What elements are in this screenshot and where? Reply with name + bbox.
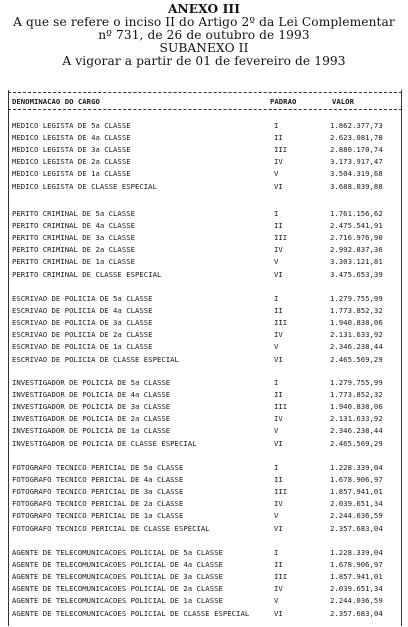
table-row bbox=[12, 244, 398, 255]
cell-cargo: FOTOGRAFO TECNICO PERICIAL DE 5a CLASSE bbox=[12, 463, 184, 472]
table-row bbox=[12, 571, 398, 582]
table-row bbox=[12, 220, 398, 231]
cell-valor: 2.244.036,59 bbox=[330, 596, 383, 606]
cell-cargo: PERITO CRIMINAL DE 5a CLASSE bbox=[12, 209, 136, 218]
cell-valor: 3.688.039,88 bbox=[330, 181, 383, 191]
cell-cargo: AGENTE DE TELECOMUNICACOES POLICIAL DE 4a CLASSE bbox=[12, 560, 223, 570]
document-header bbox=[0, 3, 408, 68]
cell-valor: 2.346.238,44 bbox=[330, 426, 383, 436]
cell-valor: 1.678.906,97 bbox=[330, 560, 383, 570]
cell-padrao: II bbox=[274, 390, 283, 400]
cell-cargo: MEDICO LEGISTA DE 1a CLASSE bbox=[12, 169, 131, 179]
cell-padrao: IV bbox=[274, 414, 283, 424]
table-row bbox=[12, 232, 398, 243]
cell-valor: 2.039.651,34 bbox=[330, 584, 383, 594]
cell-valor: 2.131.633,92 bbox=[330, 414, 383, 424]
cell-cargo: MEDICO LEGISTA DE CLASSE ESPECIAL bbox=[12, 181, 157, 191]
cell-padrao: I bbox=[274, 548, 279, 557]
table-row bbox=[12, 120, 398, 131]
cell-valor: 2.716.976,90 bbox=[330, 233, 383, 243]
table-top-rule bbox=[8, 92, 402, 93]
cell-padrao: I bbox=[274, 121, 279, 130]
table-row bbox=[12, 354, 398, 365]
cell-padrao: VI bbox=[274, 269, 283, 279]
cell-padrao: III bbox=[274, 145, 288, 155]
cell-padrao: V bbox=[274, 342, 279, 352]
cell-padrao: III bbox=[274, 487, 288, 497]
cell-valor: 1.857.941,01 bbox=[330, 572, 383, 582]
salary-table bbox=[8, 90, 402, 626]
column-header-padrao: PADRAO bbox=[270, 97, 297, 106]
table-row bbox=[12, 425, 398, 436]
cell-padrao: III bbox=[274, 233, 288, 243]
table-header-row bbox=[12, 96, 398, 107]
table-row bbox=[12, 293, 398, 304]
cell-valor: 2.346.238,44 bbox=[330, 342, 383, 352]
table-row bbox=[12, 474, 398, 485]
cell-cargo: FOTOGRAFO TECNICO PERICIAL DE 2a CLASSE bbox=[12, 499, 184, 509]
cell-valor: 3.173.917,47 bbox=[330, 157, 383, 167]
cell-padrao: I bbox=[274, 463, 279, 472]
cell-padrao: I bbox=[274, 294, 279, 303]
cell-padrao: VI bbox=[274, 438, 283, 448]
cell-cargo: AGENTE DE TELECOMUNICACOES POLICIAL DE 3a CLASSE bbox=[12, 572, 223, 582]
cell-valor: 2.880.170,74 bbox=[330, 145, 383, 155]
table-left-border bbox=[8, 90, 9, 626]
cell-cargo: PERITO CRIMINAL DE CLASSE ESPECIAL bbox=[12, 269, 162, 279]
cell-valor: 1.228.339,04 bbox=[330, 548, 383, 557]
cell-cargo: MEDICO LEGISTA DE 4a CLASSE bbox=[12, 133, 131, 143]
cell-cargo: PERITO CRIMINAL DE 4a CLASSE bbox=[12, 221, 136, 231]
cell-padrao: V bbox=[274, 169, 279, 179]
cell-valor: 1.773.852,32 bbox=[330, 390, 383, 400]
cell-padrao: IV bbox=[274, 245, 283, 255]
cell-cargo: PERITO CRIMINAL DE 3a CLASSE bbox=[12, 233, 136, 243]
cell-valor: 1.773.852,32 bbox=[330, 306, 383, 316]
cell-valor: 1.862.377,73 bbox=[330, 121, 383, 130]
cell-cargo: PERITO CRIMINAL DE 1a CLASSE bbox=[12, 257, 136, 267]
effective-date-note: A vigorar a partir de 01 de fevereiro de 1993 bbox=[62, 54, 346, 68]
table-row bbox=[12, 595, 398, 606]
annex-title: ANEXO III bbox=[168, 2, 240, 16]
table-row bbox=[12, 401, 398, 412]
cell-padrao: I bbox=[274, 209, 279, 218]
cell-cargo: FOTOGRAFO TECNICO PERICIAL DE 1a CLASSE bbox=[12, 511, 184, 521]
header-bottom-rule bbox=[8, 109, 402, 110]
table-row bbox=[12, 389, 398, 400]
cell-cargo: ESCRIVAO DE POLICIA DE 4a CLASSE bbox=[12, 306, 153, 316]
cell-padrao: IV bbox=[274, 584, 283, 594]
table-row bbox=[12, 486, 398, 497]
cell-cargo: MEDICO LEGISTA DE 2a CLASSE bbox=[12, 157, 131, 167]
cell-cargo: AGENTE DE TELECOMUNICACOES POLICIAL DE 2a CLASSE bbox=[12, 584, 223, 594]
cell-padrao: I bbox=[274, 378, 279, 387]
table-row bbox=[12, 413, 398, 424]
table-row bbox=[12, 523, 398, 534]
cell-cargo: FOTOGRAFO TECNICO PERICIAL DE 4a CLASSE bbox=[12, 475, 184, 485]
cell-cargo: INVESTIGADOR DE POLICIA DE 3a CLASSE bbox=[12, 402, 171, 412]
cell-padrao: II bbox=[274, 475, 283, 485]
cell-padrao: VI bbox=[274, 523, 283, 533]
cell-cargo: INVESTIGADOR DE POLICIA DE 5a CLASSE bbox=[12, 378, 171, 387]
cell-valor: 2.357.683,04 bbox=[330, 608, 383, 618]
table-row bbox=[12, 168, 398, 179]
cell-padrao: II bbox=[274, 560, 283, 570]
cell-valor: 1.940.838,06 bbox=[330, 318, 383, 328]
cell-valor: 2.475.541,91 bbox=[330, 221, 383, 231]
table-row bbox=[12, 498, 398, 509]
cell-padrao: V bbox=[274, 257, 279, 267]
table-row bbox=[12, 305, 398, 316]
cell-cargo: AGENTE DE TELECOMUNICACOES POLICIAL DE 1a CLASSE bbox=[12, 596, 223, 606]
cell-padrao: VI bbox=[274, 354, 283, 364]
cell-cargo: ESCRIVAO DE POLICIA DE CLASSE ESPECIAL bbox=[12, 354, 179, 364]
cell-valor: 1.279.755,99 bbox=[330, 378, 383, 387]
column-header-cargo: DENOMINACAO DO CARGO bbox=[12, 97, 100, 106]
table-row bbox=[12, 438, 398, 449]
table-row bbox=[12, 181, 398, 192]
cell-padrao: V bbox=[274, 511, 279, 521]
cell-valor: 1.228.339,04 bbox=[330, 463, 383, 472]
table-right-border bbox=[401, 90, 402, 626]
cell-valor: 2.131.633,92 bbox=[330, 330, 383, 340]
cell-padrao: II bbox=[274, 133, 283, 143]
cell-valor: 2.039.651,34 bbox=[330, 499, 383, 509]
table-row bbox=[12, 329, 398, 340]
annex-reference: A que se refere o inciso II do Artigo 2º da Lei Complementar bbox=[13, 15, 395, 29]
table-row bbox=[12, 608, 398, 619]
cell-padrao: V bbox=[274, 596, 279, 606]
table-row bbox=[12, 510, 398, 521]
cell-valor: 2.992.837,36 bbox=[330, 245, 383, 255]
cell-cargo: MEDICO LEGISTA DE 5a CLASSE bbox=[12, 121, 131, 130]
cell-valor: 3.504.319,68 bbox=[330, 169, 383, 179]
cell-cargo: PERITO CRIMINAL DE 2a CLASSE bbox=[12, 245, 136, 255]
annex-law-number: nº 731, de 26 de outubro de 1993 bbox=[98, 28, 310, 42]
cell-padrao: II bbox=[274, 306, 283, 316]
table-row bbox=[12, 256, 398, 267]
cell-padrao: II bbox=[274, 221, 283, 231]
cell-valor: 2.357.683,04 bbox=[330, 523, 383, 533]
cell-valor: 2.244.036,59 bbox=[330, 511, 383, 521]
cell-cargo: INVESTIGADOR DE POLICIA DE CLASSE ESPECIAL bbox=[12, 438, 197, 448]
table-row bbox=[12, 341, 398, 352]
cell-padrao: III bbox=[274, 402, 288, 412]
cell-padrao: V bbox=[274, 426, 279, 436]
cell-cargo: FOTOGRAFO TECNICO PERICIAL DE 3a CLASSE bbox=[12, 487, 184, 497]
table-row bbox=[12, 377, 398, 388]
cell-cargo: ESCRIVAO DE POLICIA DE 3a CLASSE bbox=[12, 318, 153, 328]
cell-padrao: IV bbox=[274, 157, 283, 167]
table-row bbox=[12, 559, 398, 570]
cell-cargo: ESCRIVAO DE POLICIA DE 1a CLASSE bbox=[12, 342, 153, 352]
table-row bbox=[12, 132, 398, 143]
cell-valor: 2.623.081,78 bbox=[330, 133, 383, 143]
cell-cargo: ESCRIVAO DE POLICIA DE 5a CLASSE bbox=[12, 294, 153, 303]
cell-cargo: MEDICO LEGISTA DE 3a CLASSE bbox=[12, 145, 131, 155]
cell-cargo: INVESTIGADOR DE POLICIA DE 2a CLASSE bbox=[12, 414, 171, 424]
cell-valor: 1.761.156,62 bbox=[330, 209, 383, 218]
table-row bbox=[12, 547, 398, 558]
cell-padrao: IV bbox=[274, 499, 283, 509]
subannex-title: SUBANEXO II bbox=[159, 41, 249, 55]
cell-cargo: ESCRIVAO DE POLICIA DE 2a CLASSE bbox=[12, 330, 153, 340]
table-row bbox=[12, 269, 398, 280]
cell-padrao: VI bbox=[274, 181, 283, 191]
cell-valor: 1.678.906,97 bbox=[330, 475, 383, 485]
table-row bbox=[12, 462, 398, 473]
cell-valor: 1.279.755,99 bbox=[330, 294, 383, 303]
cell-padrao: III bbox=[274, 572, 288, 582]
cell-valor: 1.940.838,06 bbox=[330, 402, 383, 412]
cell-cargo: AGENTE DE TELECOMUNICACOES POLICIAL DE CLASSE ESPECIAL bbox=[12, 608, 250, 618]
table-row bbox=[12, 583, 398, 594]
table-row bbox=[12, 144, 398, 155]
column-header-valor: VALOR bbox=[332, 97, 354, 106]
table-row bbox=[12, 317, 398, 328]
cell-cargo: FOTOGRAFO TECNICO PERICIAL DE CLASSE ESPECIAL bbox=[12, 523, 210, 533]
cell-valor: 2.465.569,29 bbox=[330, 354, 383, 364]
cell-padrao: III bbox=[274, 318, 288, 328]
cell-valor: 3.303.121,81 bbox=[330, 257, 383, 267]
table-row bbox=[12, 208, 398, 219]
cell-cargo: INVESTIGADOR DE POLICIA DE 1a CLASSE bbox=[12, 426, 171, 436]
cell-cargo: AGENTE DE TELECOMUNICACOES POLICIAL DE 5a CLASSE bbox=[12, 548, 223, 557]
table-row bbox=[12, 156, 398, 167]
cell-valor: 3.475.653,39 bbox=[330, 269, 383, 279]
cell-valor: 2.465.569,29 bbox=[330, 438, 383, 448]
cell-valor: 1.857.941,01 bbox=[330, 487, 383, 497]
cell-cargo: INVESTIGADOR DE POLICIA DE 4a CLASSE bbox=[12, 390, 171, 400]
cell-padrao: VI bbox=[274, 608, 283, 618]
cell-padrao: IV bbox=[274, 330, 283, 340]
